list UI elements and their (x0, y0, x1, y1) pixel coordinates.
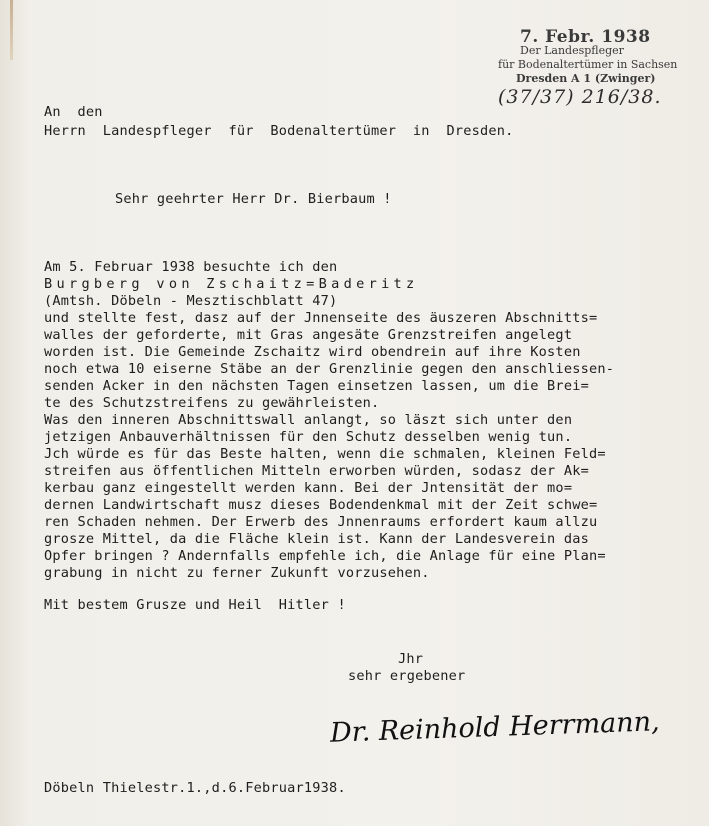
stamp-line-department: für Bodenaltertümer in Sachsen (498, 58, 678, 71)
body-line: te des Schutzstreifens zu gewährleisten. (44, 395, 380, 411)
address-line-1: An den (44, 104, 103, 120)
body-line: worden ist. Die Gemeinde Zschaitz wird obendrein auf ihre Kosten (44, 344, 581, 360)
punch-hole-mark (10, 0, 13, 60)
body-line: Am 5. Februar 1938 besuchte ich den (44, 259, 338, 275)
body-line: streifen aus öffentlichen Mitteln erworben würden, sodasz der Ak= (44, 463, 589, 479)
stamp-date: 7. Febr. 1938 (520, 27, 651, 47)
valediction-line-1: Jhr (398, 651, 424, 667)
body-line: Was den inneren Abschnittswall anlangt, so läszt sich unter den (44, 412, 573, 428)
body-line: jetzigen Anbauverhältnissen für den Schutz desselben wenig tun. (44, 429, 573, 445)
body-line: Jch würde es für das Beste halten, wenn die schmalen, kleinen Feld= (44, 446, 606, 462)
receipt-stamp (498, 27, 678, 86)
address-line-2: Herrn Landespfleger für Bodenaltertümer in Dresden. (44, 123, 514, 139)
stamp-line-address: Dresden A 1 (Zwinger) (516, 72, 656, 85)
body-line: grosze Mittel, da die Fläche klein ist. Kann der Landesverein das (44, 531, 589, 547)
body-line: ren Schaden nehmen. Der Erwerb des Jnnenraums erfordert kaum allzu (44, 514, 598, 530)
body-line: Opfer bringen ? Andernfalls empfehle ich, die Anlage für eine Plan= (44, 548, 606, 564)
sender-address-date: Döbeln Thielestr.1.,d.6.Februar1938. (44, 780, 346, 796)
body-line: und stellte fest, dasz auf der Jnnenseite des äuszeren Abschnitts= (44, 310, 598, 326)
stamp-line-office: Der Landespfleger (520, 44, 624, 57)
closing-greeting: Mit bestem Grusze und Heil Hitler ! (44, 597, 346, 613)
body-line: senden Acker in den nächsten Tagen einsetzen lassen, um die Brei= (44, 378, 589, 394)
body-line: (Amtsh. Döbeln - Mesztischblatt 47) (44, 293, 338, 309)
salutation: Sehr geehrter Herr Dr. Bierbaum ! (115, 191, 392, 207)
valediction-line-2: sehr ergebener (348, 668, 466, 684)
body-line-place-name: Burgberg von Zschaitz=Baderitz (44, 276, 419, 292)
body-line: kerbau ganz eingestellt werden kann. Bei der Jntensität der mo= (44, 480, 573, 496)
body-line: noch etwa 10 eiserne Stäbe an der Grenzlinie gegen den anschliessen- (44, 361, 615, 377)
handwritten-signature: Dr. Reinhold Herrmann, (329, 706, 661, 749)
registry-number: (37/37) 216/38. (498, 86, 662, 108)
body-line: walles der geforderte, mit Gras angesäte Grenzstreifen angelegt (44, 327, 573, 343)
body-line: grabung in nicht zu ferner Zukunft vorzusehen. (44, 565, 430, 581)
body-line: dernen Landwirtschaft musz dieses Bodendenkmal mit der Zeit schwe= (44, 497, 598, 513)
